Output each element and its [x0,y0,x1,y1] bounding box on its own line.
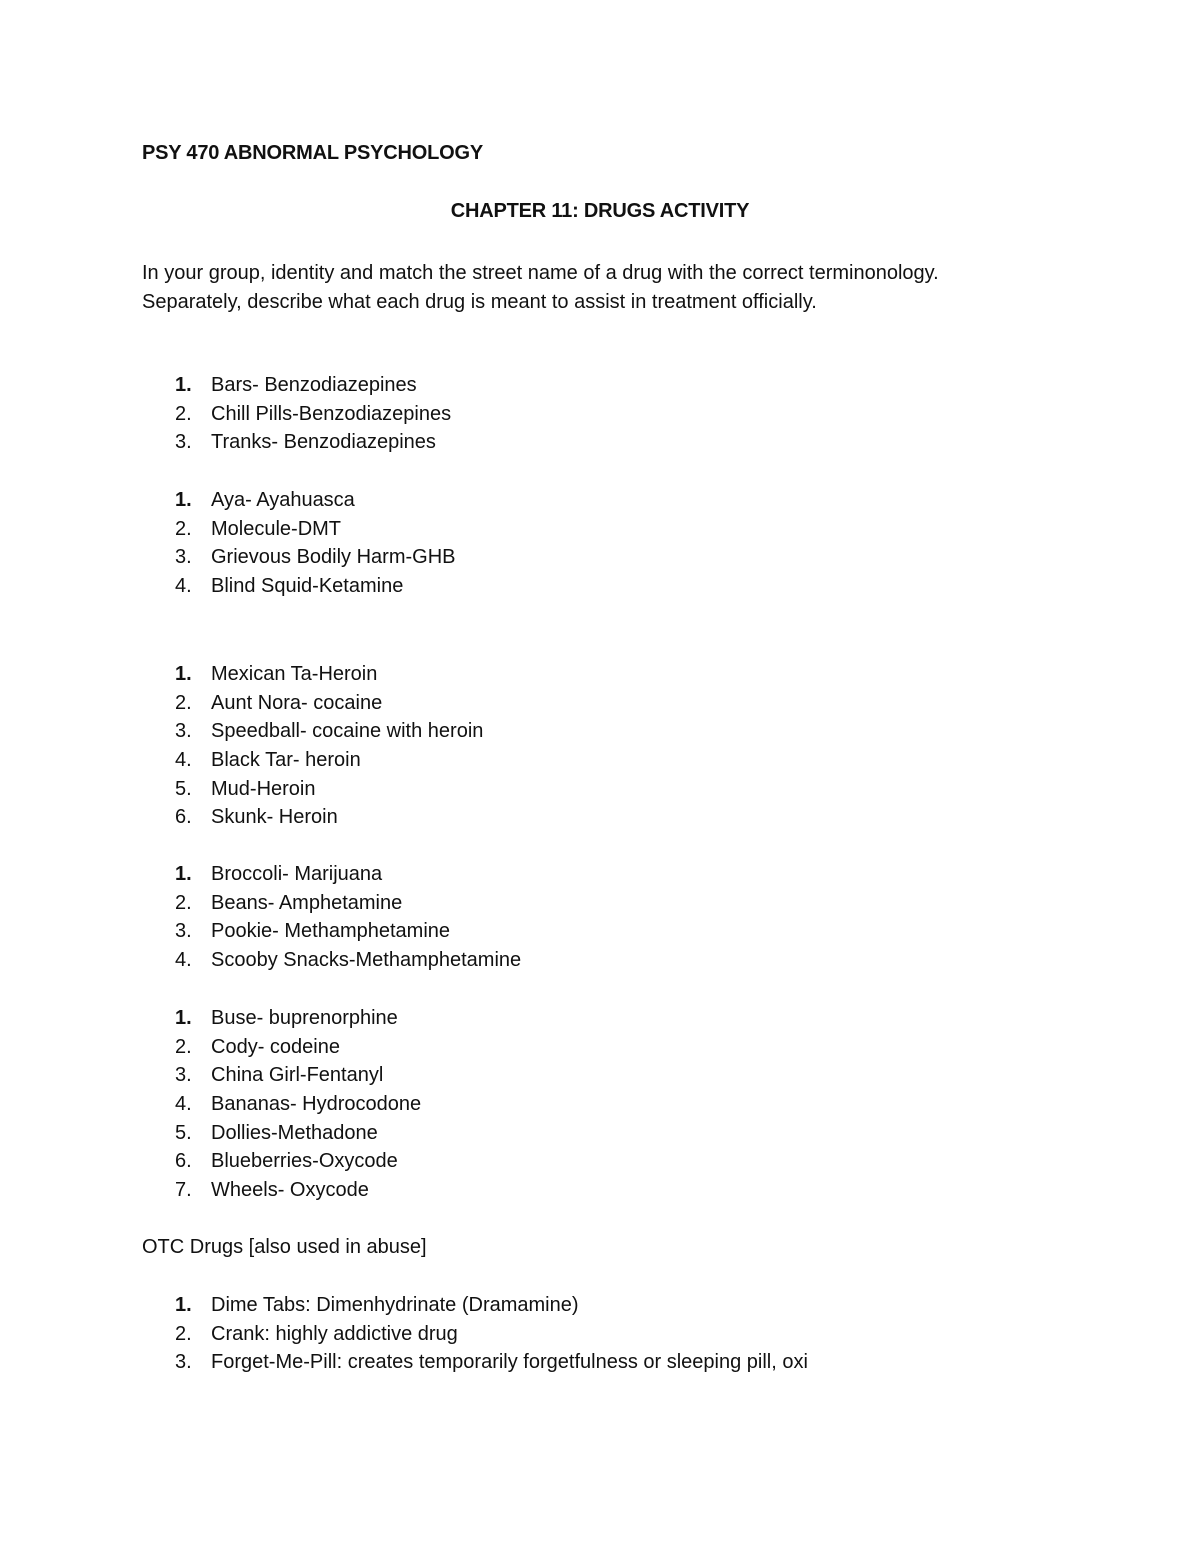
list-text: China Girl-Fentanyl [211,1064,384,1087]
list-text: Beans- Amphetamine [211,891,403,914]
list-number: 1. [175,663,192,685]
list-text: Dollies-Methadone [211,1121,378,1144]
otc-heading: OTC Drugs [also used in abuse] [142,1236,427,1258]
list-number: 1. [175,1294,192,1316]
chapter-title: CHAPTER 11: DRUGS ACTIVITY [450,200,750,222]
list-number: 3. [175,1064,192,1087]
instructions-line: In your group, identity and match the street name of a drug with the correct terminonology. [142,262,939,284]
list-text: Buse- buprenorphine [211,1007,398,1029]
list-number: 5. [175,777,192,800]
list-text: Crank: highly addictive drug [211,1322,458,1345]
list-text: Skunk- Heroin [211,806,338,829]
list-number: 3. [175,431,192,454]
list-text: Speedball- cocaine with heroin [211,720,484,743]
list-text: Aunt Nora- cocaine [211,691,383,714]
instructions-line: Separately, describe what each drug is meant to assist in treatment officially. [142,291,817,313]
list-number: 1. [175,374,192,396]
list-text: Pookie- Methamphetamine [211,920,451,943]
list-text: Scooby Snacks-Methamphetamine [211,949,522,972]
list-number: 1. [175,1007,192,1029]
list-number: 5. [175,1121,192,1144]
list-number: 6. [175,806,192,829]
list-number: 7. [175,1179,192,1202]
list-number: 4. [175,749,192,772]
course-title: PSY 470 ABNORMAL PSYCHOLOGY [142,142,483,164]
list-text: Black Tar- heroin [211,749,361,772]
list-number: 2. [175,691,192,714]
list-number: 4. [175,949,192,972]
instructions-paragraph [142,259,1062,317]
list-number: 2. [175,517,192,540]
list-text: Cody- codeine [211,1035,340,1058]
list-number: 2. [175,1035,192,1058]
list-text: Bananas- Hydrocodone [211,1093,422,1116]
list-text: Bars- Benzodiazepines [211,374,417,396]
list-text: Broccoli- Marijuana [211,863,383,885]
list-number: 1. [175,489,192,511]
list-number: 2. [175,1322,192,1345]
list-number: 3. [175,720,192,743]
list-number: 2. [175,891,192,914]
list-number: 4. [175,1093,192,1116]
list-number: 4. [175,575,192,598]
list-text: Chill Pills-Benzodiazepines [211,402,452,425]
list-text: Mud-Heroin [211,777,316,800]
list-text: Dime Tabs: Dimenhydrinate (Dramamine) [211,1294,579,1316]
list-number: 3. [175,546,192,569]
list-text: Grievous Bodily Harm-GHB [211,546,456,569]
list-number: 2. [175,402,192,425]
list-number: 3. [175,920,192,943]
list-text: Tranks- Benzodiazepines [211,431,436,454]
list-number: 1. [175,863,192,885]
list-text: Forget-Me-Pill: creates temporarily forgetfulness or sleeping pill, oxi [211,1351,808,1374]
list-number: 3. [175,1351,192,1374]
list-text: Aya- Ayahuasca [211,489,355,511]
list-text: Mexican Ta-Heroin [211,663,378,685]
list-text: Blind Squid-Ketamine [211,575,404,598]
list-number: 6. [175,1150,192,1173]
list-text: Blueberries-Oxycode [211,1150,398,1173]
list-text: Wheels- Oxycode [211,1179,369,1202]
list-text: Molecule-DMT [211,517,342,540]
